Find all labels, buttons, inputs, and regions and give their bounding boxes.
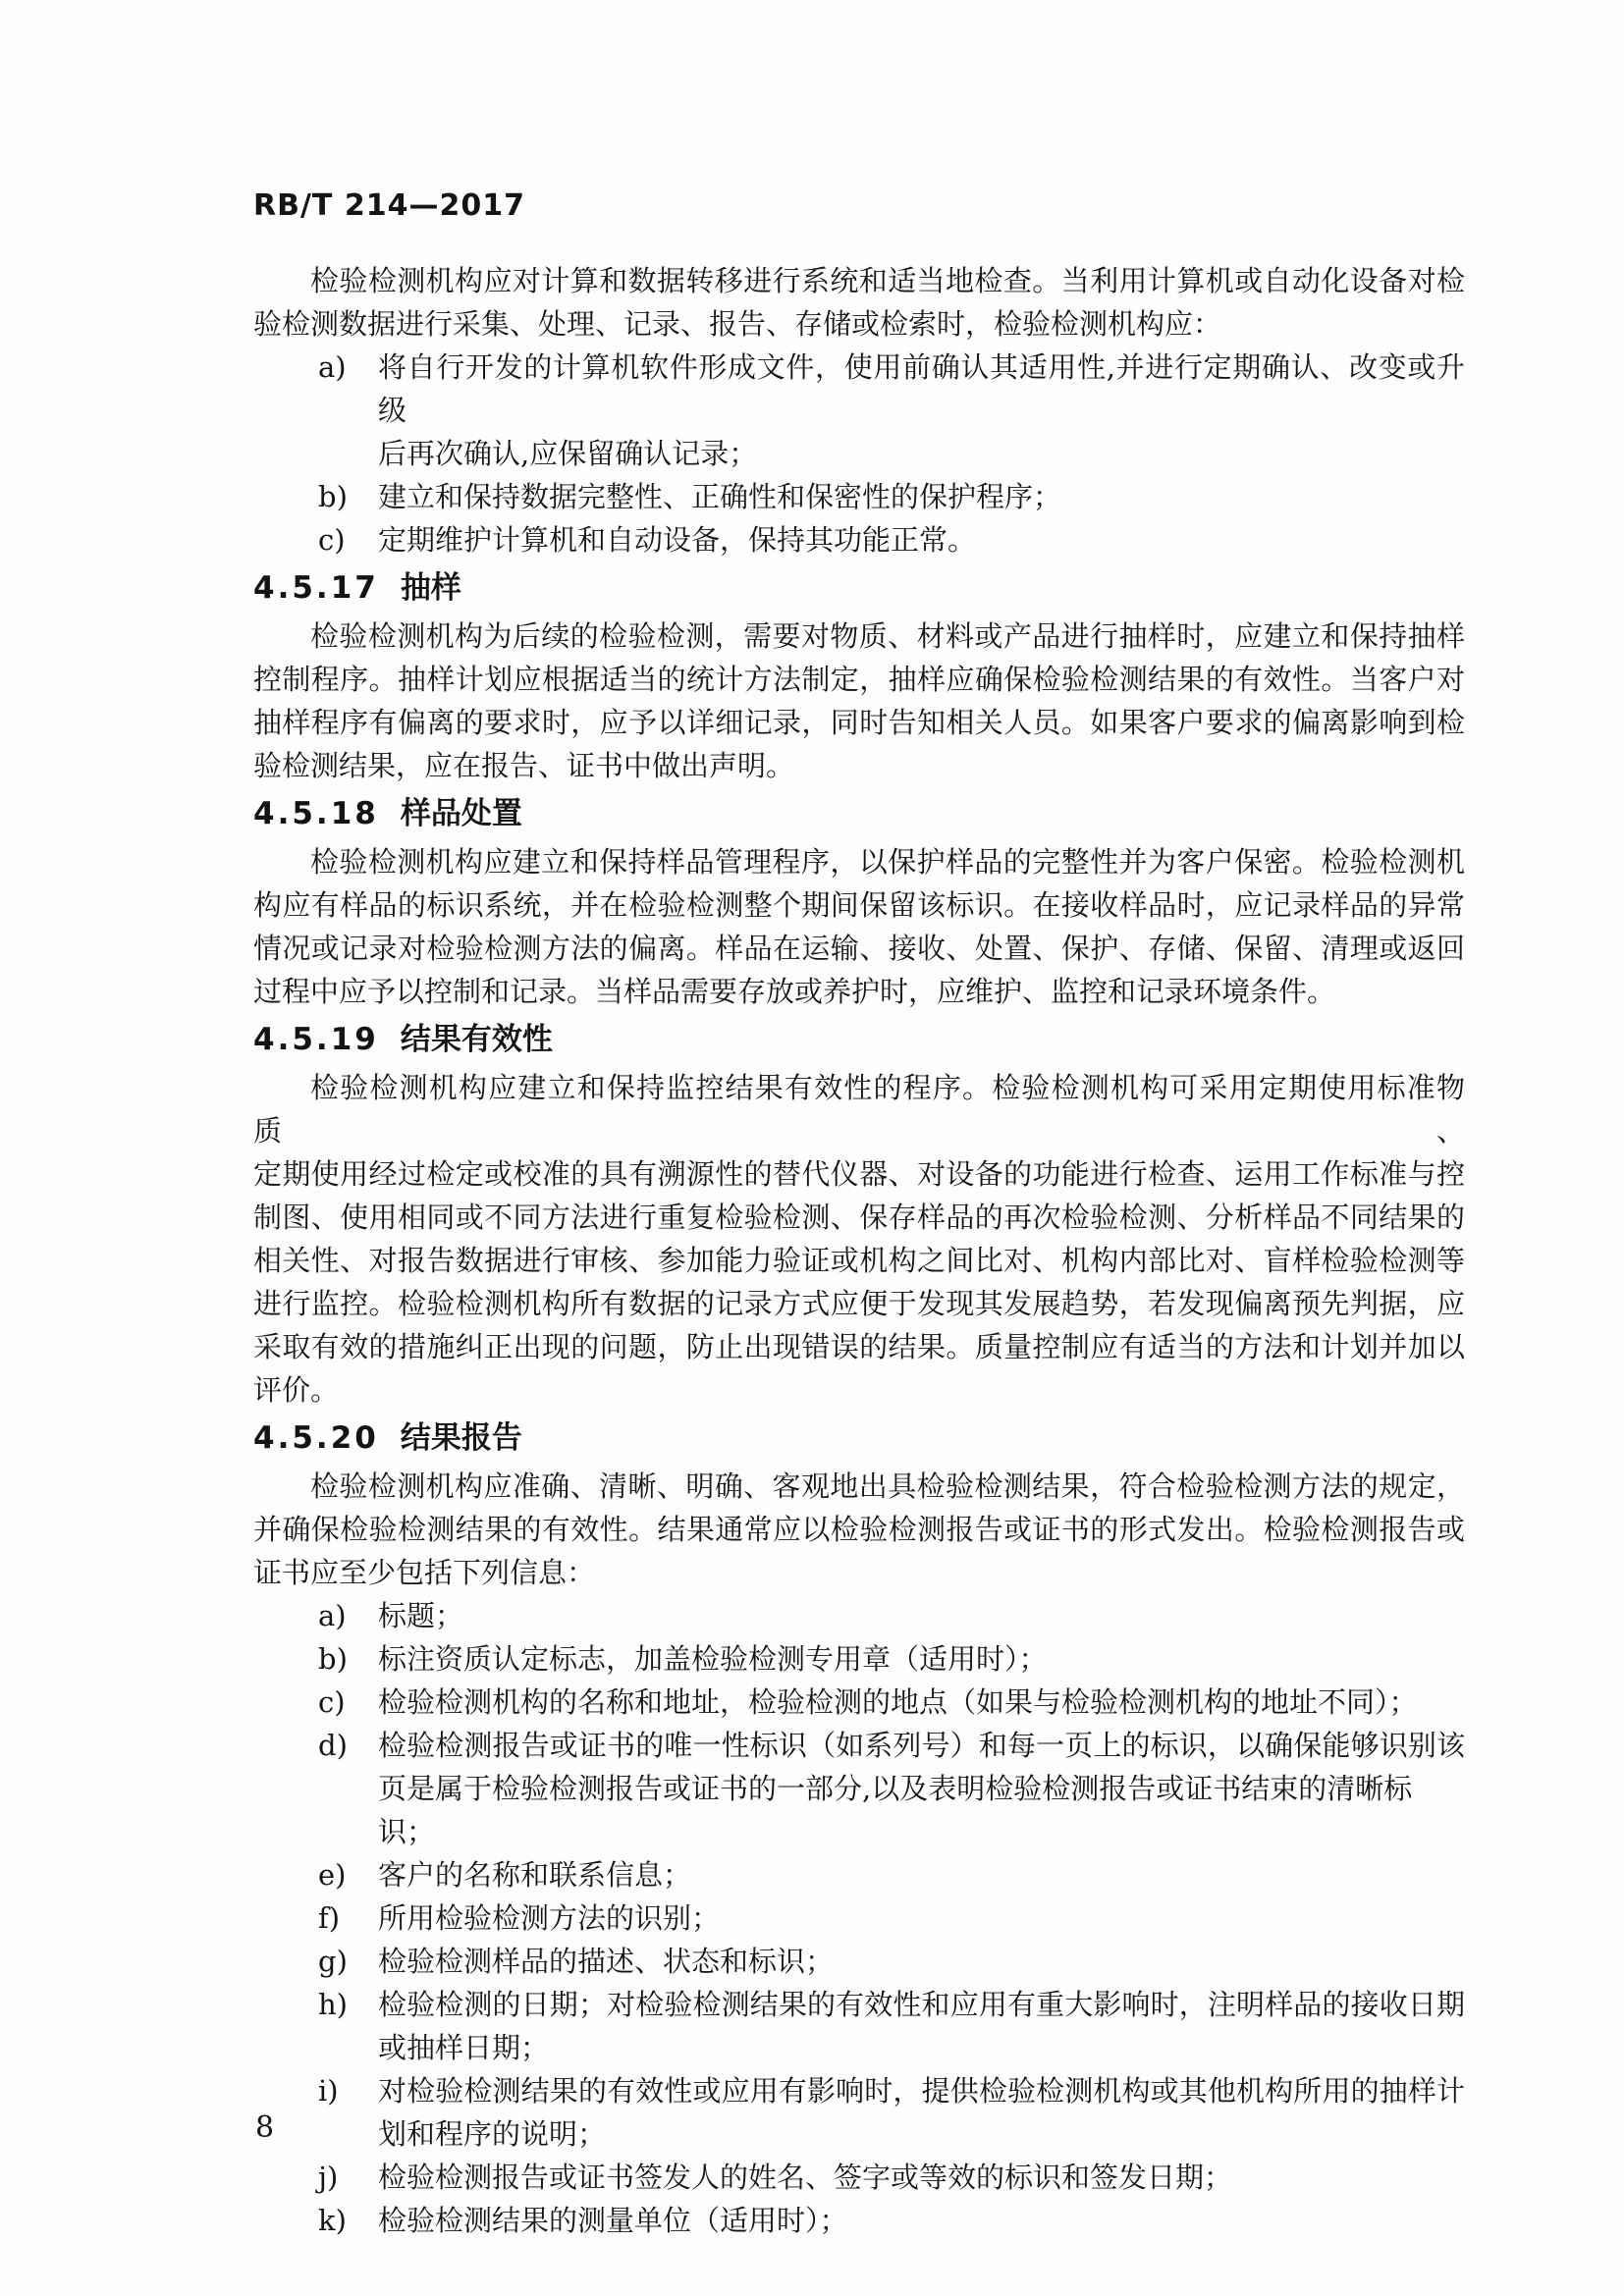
text-line: 验检测结果，应在报告、证书中做出声明。 [253,749,795,782]
section-number: 4.5.17 [253,570,379,606]
page-number: 8 [255,2110,275,2145]
text-line: 标题； [378,1599,464,1632]
text-line: 所用检验检测方法的识别； [378,1901,721,1935]
list-text [378,1681,1465,1724]
section-title: 结果报告 [400,1420,522,1456]
list-label: e) [318,1858,347,1892]
document-code: RB/T 214—2017 [253,188,525,223]
text-line: 相关性、对报告数据进行审核、参加能力验证或机构之间比对、机构内部比对、盲样检验检测等 [253,1244,1465,1277]
text-line: 制图、使用相同或不同方法进行重复检验检测、保存样品的再次检验检测、分析样品不同结果的 [253,1201,1465,1234]
list-item [253,2069,1465,2156]
section-number: 4.5.18 [253,796,379,831]
list-text [378,475,1465,518]
list-item [253,1983,1465,2069]
list-label: c) [318,523,346,557]
list-item [253,1896,1465,1940]
list-item [253,346,1465,475]
list-text [378,1724,1465,1853]
text-line: 进行监控。检验检测机构所有数据的记录方式应便于发现其发展趋势，若发现偏离预先判据，应 [253,1287,1465,1320]
paragraph [253,1066,1465,1412]
list-label: b) [318,1642,348,1676]
text-line: 检验检测报告或证书签发人的姓名、签字或等效的标识和签发日期； [378,2161,1233,2194]
section-number: 4.5.19 [253,1022,379,1057]
list-item [253,1724,1465,1853]
text-line: 后再次确认,应保留确认记录； [378,437,758,470]
list-label: j) [318,2161,339,2194]
text-line: 检验检测机构应建立和保持样品管理程序，以保护样品的完整性并为客户保密。检验检测机 [310,845,1465,879]
list-text [378,1594,1465,1637]
text-line: 定期维护计算机和自动设备，保持其功能正常。 [378,523,977,557]
section-title: 结果有效性 [400,1022,553,1057]
list-item [253,1940,1465,1983]
text-line: 页是属于检验检测报告或证书的一部分,以及表明检验检测报告或证书结束的清晰标识； [378,1772,1413,1848]
page-body [253,259,1465,2242]
text-line: 检验检测机构应准确、清晰、明确、客观地出具检验检测结果，符合检验检测方法的规定， [310,1469,1465,1503]
list-item [253,1853,1465,1896]
text-line: 检验检测机构应建立和保持监控结果有效性的程序。检验检测机构可采用定期使用标准物质、 [253,1071,1465,1148]
paragraph [253,614,1465,787]
text-line: 检验检测的日期；对检验检测结果的有效性和应用有重大影响时，注明样品的接收日期 [378,1988,1465,2021]
list-item [253,475,1465,518]
paragraph [253,840,1465,1013]
list-label: k) [318,2204,347,2237]
list-text [378,2069,1465,2156]
list-label: f) [318,1901,341,1935]
text-line: 验检测数据进行采集、处理、记录、报告、存储或检索时，检验检测机构应： [253,307,1222,341]
text-line: 证书应至少包括下列信息： [253,1556,596,1589]
text-line: 划和程序的说明； [378,2117,607,2151]
list-text [378,2199,1465,2242]
text-line: 抽样程序有偏离的要求时，应予以详细记录，同时告知相关人员。如果客户要求的偏离影响到检 [253,706,1465,739]
list-text [378,1637,1465,1681]
text-line: 检验检测机构应对计算和数据转移进行系统和适当地检查。当利用计算机或自动化设备对检 [310,264,1465,297]
section-heading [253,1416,1465,1460]
text-line: 检验检测报告或证书的唯一性标识（如系列号）和每一页上的标识，以确保能够识别该 [378,1729,1465,1762]
text-line: 检验检测结果的测量单位（适用时）； [378,2204,848,2237]
list-text [378,2156,1465,2199]
section-title: 样品处置 [400,796,522,831]
text-line: 对检验检测结果的有效性或应用有影响时，提供检验检测机构或其他机构所用的抽样计 [378,2074,1465,2108]
list-text [378,1896,1465,1940]
list-label: a) [318,350,347,384]
list-label: g) [318,1945,348,1978]
list-label: c) [318,1685,346,1719]
text-line: 采取有效的措施纠正出现的问题，防止出现错误的结果。质量控制应有适当的方法和计划并加以 [253,1330,1465,1363]
text-line: 检验检测样品的描述、状态和标识； [378,1945,835,1978]
list-text [378,1940,1465,1983]
text-line: 控制程序。抽样计划应根据适当的统计方法制定，抽样应确保检验检测结果的有效性。当客户对 [253,663,1465,696]
list-item [253,1594,1465,1637]
section-number: 4.5.20 [253,1420,379,1456]
list-label: d) [318,1729,348,1762]
list-label: h) [318,1988,348,2021]
list-text [378,346,1465,475]
list-label: b) [318,480,348,513]
list-text [378,1853,1465,1896]
list-item [253,1681,1465,1724]
text-line: 过程中应予以控制和记录。当样品需要存放或养护时，应维护、监控和记录环境条件。 [253,975,1336,1008]
section-heading [253,566,1465,610]
section-heading [253,1018,1465,1061]
text-line: 或抽样日期； [378,2031,550,2064]
text-line: 将自行开发的计算机软件形成文件，使用前确认其适用性,并进行定期确认、改变或升级 [378,350,1465,427]
list-label: a) [318,1599,347,1632]
page-content [253,187,1465,2242]
text-line: 并确保检验检测结果的有效性。结果通常应以检验检测报告或证书的形式发出。检验检测报告或 [253,1513,1465,1546]
list-item [253,1637,1465,1681]
text-line: 检验检测机构的名称和地址，检验检测的地点（如果与检验检测机构的地址不同）； [378,1685,1418,1719]
section-heading [253,792,1465,835]
list-item [253,518,1465,561]
text-line: 客户的名称和联系信息； [378,1858,692,1892]
list-item [253,2199,1465,2242]
list-text [378,518,1465,561]
text-line: 构应有样品的标识系统，并在检验检测整个期间保留该标识。在接收样品时，应记录样品的异常 [253,888,1465,922]
list-text [378,1983,1465,2069]
text-line: 评价。 [253,1373,340,1407]
text-line: 建立和保持数据完整性、正确性和保密性的保护程序； [378,480,1062,513]
text-line: 定期使用经过检定或校准的具有溯源性的替代仪器、对设备的功能进行检查、运用工作标准与控 [253,1157,1465,1191]
paragraph [253,1465,1465,1594]
list-label: i) [318,2074,339,2108]
section-title: 抽样 [400,570,461,606]
paragraph [253,259,1465,346]
text-line: 检验检测机构为后续的检验检测，需要对物质、材料或产品进行抽样时，应建立和保持抽样 [310,619,1465,653]
text-line: 标注资质认定标志，加盖检验检测专用章（适用时）； [378,1642,1048,1676]
text-line: 情况或记录对检验检测方法的偏离。样品在运输、接收、处置、保护、存储、保留、清理或返回 [253,932,1465,965]
list-item [253,2156,1465,2199]
